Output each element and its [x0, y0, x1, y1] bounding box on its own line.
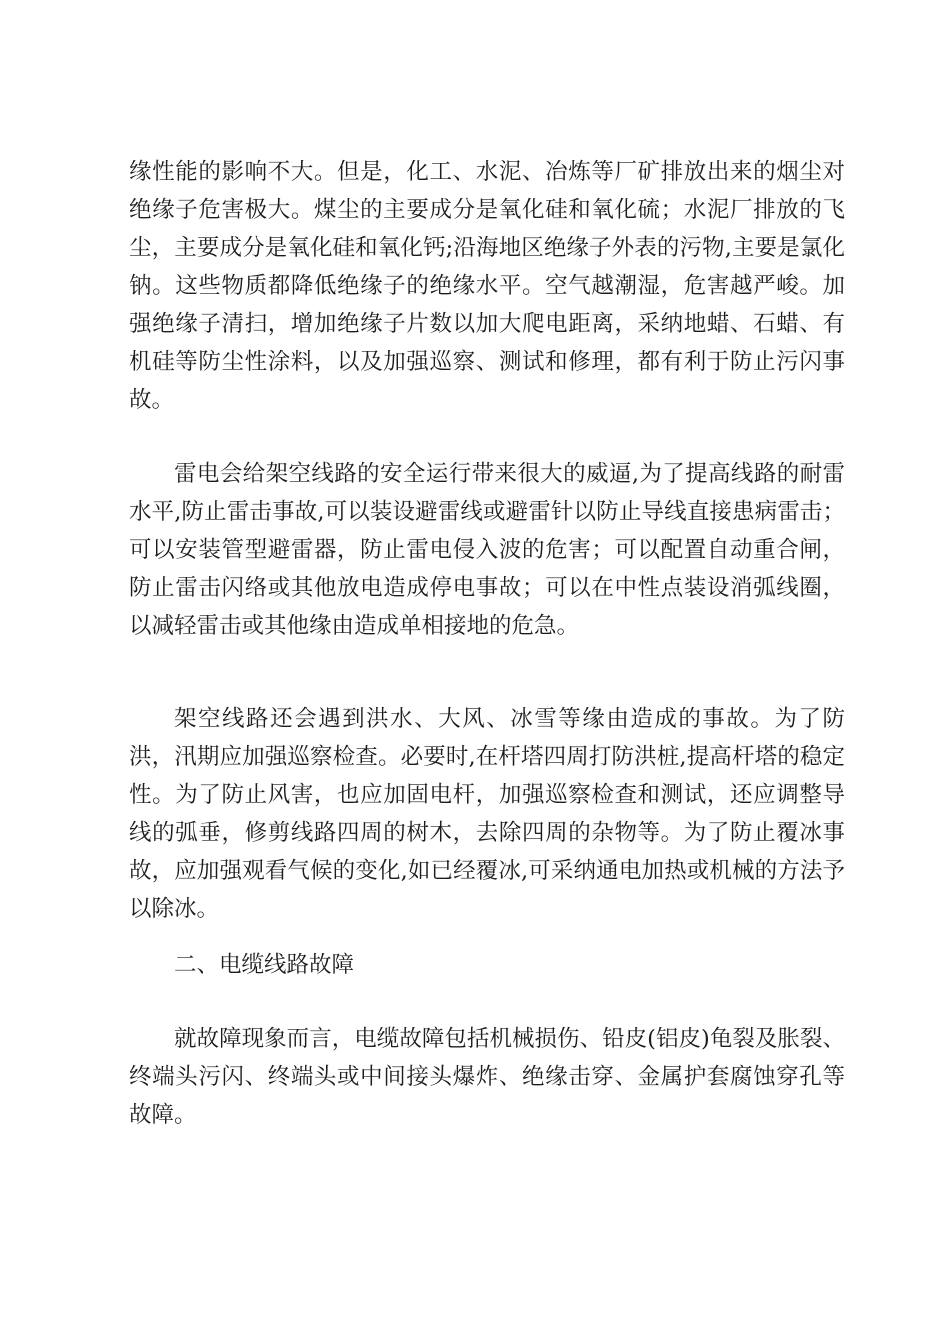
- paragraph-lightning-protection: 雷电会给架空线路的安全运行带来很大的威逼,为了提高线路的耐雷水平,防止雷击事故,可以装设避雷线或避雷针以防止导线直接患病雷击；可以安装管型避雷器，防止雷电侵入波的危害；可以配置自动重合闸，防止雷击闪络或其他放电造成停电事故；可以在中性点装设消弧线圈，以减轻雷击或其他缘由造成单相接地的危急。: [129, 461, 845, 639]
- paragraph-weather-accidents: 架空线路还会遇到洪水、大风、冰雪等缘由造成的事故。为了防洪，汛期应加强巡察检查。必要时,在杆塔四周打防洪桩,提高杆塔的稳定性。为了防止风害，也应加固电杆，加强巡察检查和测试，还应调整导线的弧垂，修剪线路四周的树木，去除四周的杂物等。为了防止覆冰事故，应加强观看气候的变化,如已经覆冰,可采纳通电加热或机械的方法予以除冰。: [129, 706, 845, 922]
- section-heading: 二、电缆线路故障: [174, 952, 355, 978]
- paragraph-insulator-pollution: 缘性能的影响不大。但是，化工、水泥、冶炼等厂矿排放出来的烟尘对绝缘子危害极大。煤尘的主要成分是氧化硅和氧化硫；水泥厂排放的飞尘，主要成分是氧化硅和氧化钙;沿海地区绝缘子外表的污物,主要是氯化钠。这些物质都降低绝缘子的绝缘水平。空气越潮湿，危害越严峻。加强绝缘子清扫，增加绝缘子片数以加大爬电距离，采纳地蜡、石蜡、有机硅等防尘性涂料，以及加强巡察、测试和修理，都有利于防止污闪事故。: [129, 159, 845, 413]
- paragraph-cable-faults: 就故障现象而言，电缆故障包括机械损伤、铅皮(铝皮)龟裂及胀裂、终端头污闪、终端头或中间接头爆炸、绝缘击穿、金属护套腐蚀穿孔等故障。: [129, 1026, 845, 1128]
